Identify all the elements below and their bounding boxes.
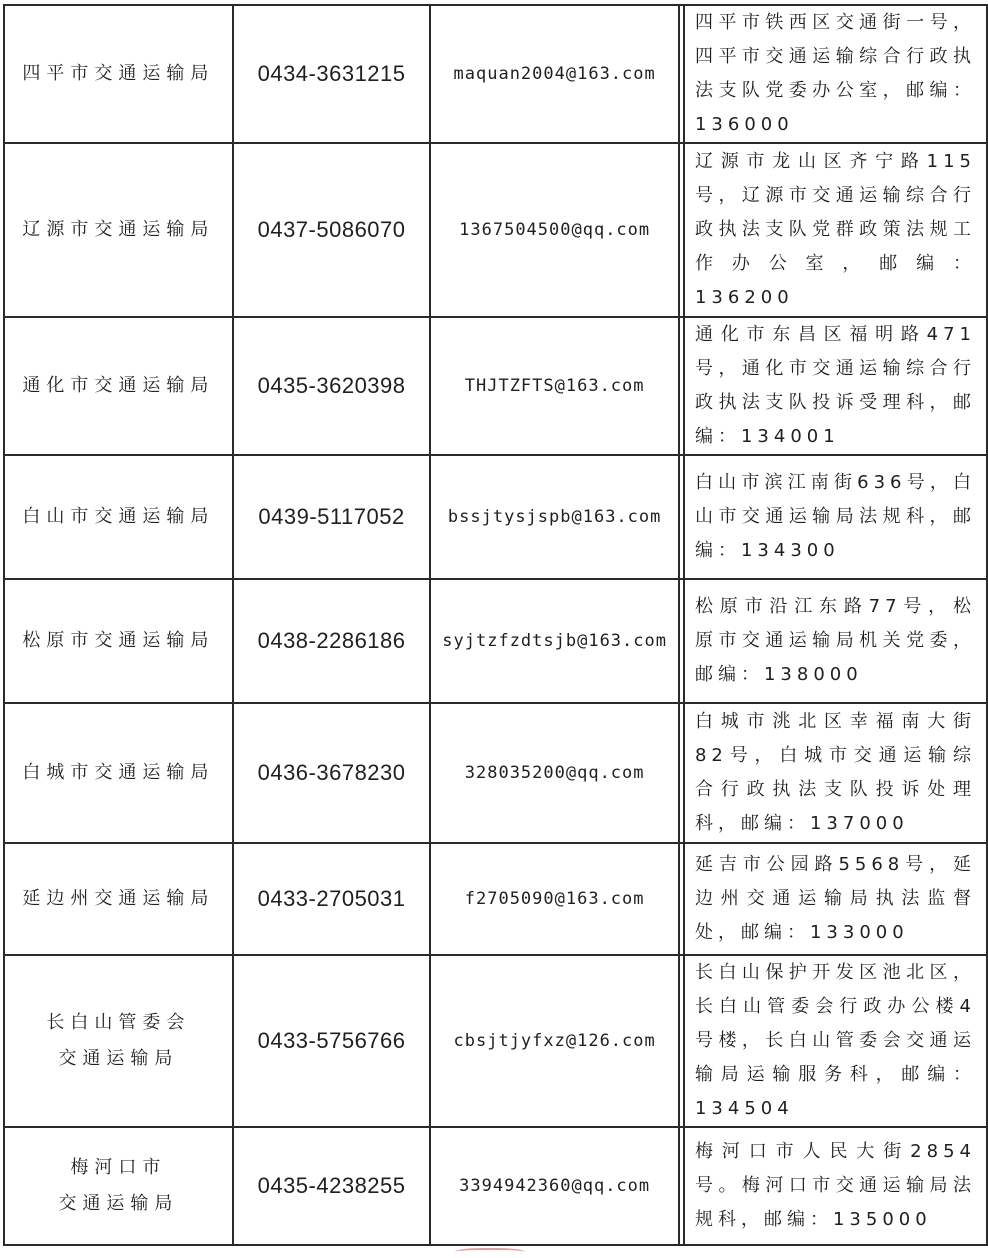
address-cell: 白山市滨江南街636号，白山市交通运输局法规科，邮编：134300 [684,455,987,579]
email-text: f2705090@163.com [464,889,645,909]
email-cell [430,843,679,955]
table-row [4,317,987,455]
email-cell [430,579,679,703]
phone-cell: 0436-3678230 [233,703,430,843]
address-cell: 四平市铁西区交通街一号，四平市交通运输综合行政执法支队党委办公室，邮编：136000 [684,5,987,143]
table-row [4,143,987,317]
table-row [4,455,987,579]
org-name: 通化市交通运输局 [22,375,215,396]
address-cell: 白城市洮北区幸福南大街82号，白城市交通运输综合行政执法支队投诉处理科，邮编：137000 [684,703,987,843]
email-cell [430,455,679,579]
phone-cell: 0433-2705031 [233,843,430,955]
org-name: 四平市交通运输局 [22,63,215,84]
contact-table [3,4,988,1246]
address-cell: 通化市东昌区福明路471号，通化市交通运输综合行政执法支队投诉受理科，邮编：134001 [684,317,987,455]
org-cell [4,1127,233,1245]
phone-cell: 0439-5117052 [233,455,430,579]
email-text: bssjtysjspb@163.com [447,507,662,527]
email-cell [430,703,679,843]
email-text: THJTZFTS@163.com [464,376,645,396]
org-name: 长白山管委会 交通运输局 [46,1012,191,1069]
table-row [4,1127,987,1245]
address-cell: 长白山保护开发区池北区，长白山管委会行政办公楼4号楼，长白山管委会交通运输局运输服务科，邮编：134504 [684,955,987,1127]
email-cell [430,1127,679,1245]
org-cell [4,5,233,143]
org-name: 辽源市交通运输局 [22,219,215,240]
address-cell: 延吉市公园路5568号，延边州交通运输局执法监督处，邮编：133000 [684,843,987,955]
bottom-edge-mark [455,1248,525,1258]
email-text: 328035200@qq.com [464,763,645,783]
email-cell [430,955,679,1127]
table-row [4,843,987,955]
org-name: 白城市交通运输局 [22,762,215,783]
phone-cell: 0433-5756766 [233,955,430,1127]
email-text: maquan2004@163.com [453,64,656,84]
email-text: cbsjtjyfxz@126.com [453,1031,656,1051]
org-name: 松原市交通运输局 [22,630,215,651]
org-cell [4,955,233,1127]
address-cell: 松原市沿江东路77号，松原市交通运输局机关党委，邮编：138000 [684,579,987,703]
address-cell: 辽源市龙山区齐宁路115号，辽源市交通运输综合行政执法支队党群政策法规工作办公室，邮编：136200 [684,143,987,317]
email-text: 1367504500@qq.com [459,220,651,240]
org-cell [4,703,233,843]
email-cell [430,143,679,317]
email-text: 3394942360@qq.com [459,1176,651,1196]
phone-cell: 0438-2286186 [233,579,430,703]
phone-cell: 0435-3620398 [233,317,430,455]
org-cell [4,317,233,455]
table-row [4,703,987,843]
address-cell: 梅河口市人民大街2854号。梅河口市交通运输局法规科，邮编：135000 [684,1127,987,1245]
org-name: 白山市交通运输局 [22,506,215,527]
table-row [4,5,987,143]
email-text: syjtzfzdtsjb@163.com [442,631,667,651]
org-cell [4,579,233,703]
org-cell [4,455,233,579]
org-cell [4,843,233,955]
table-row [4,955,987,1127]
email-cell [430,5,679,143]
phone-cell: 0437-5086070 [233,143,430,317]
phone-cell: 0435-4238255 [233,1127,430,1245]
org-cell [4,143,233,317]
email-cell [430,317,679,455]
table-row [4,579,987,703]
org-name: 延边州交通运输局 [22,888,215,909]
org-name: 梅河口市 交通运输局 [58,1157,179,1214]
phone-cell: 0434-3631215 [233,5,430,143]
